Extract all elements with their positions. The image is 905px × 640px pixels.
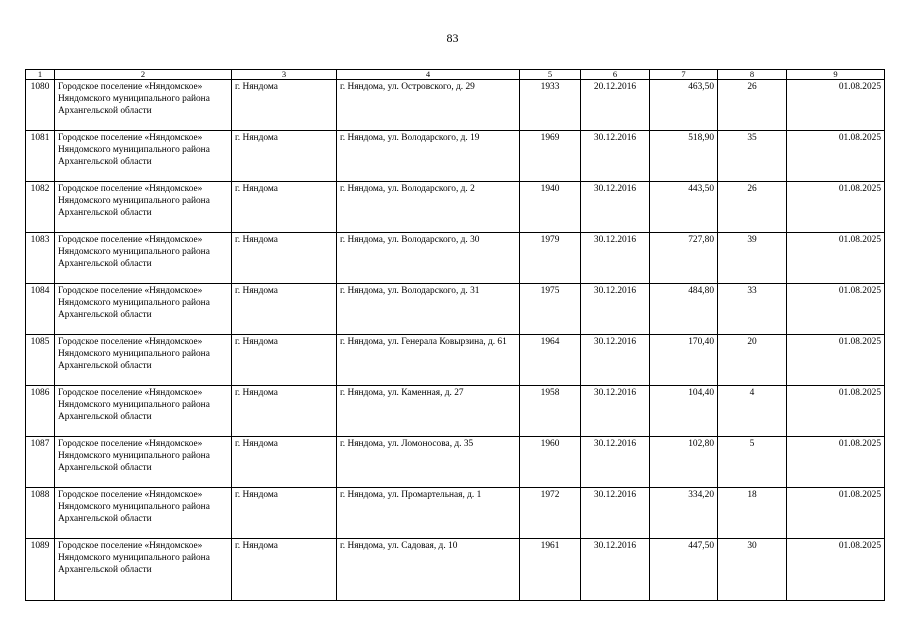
residents-cell: 33: [718, 284, 787, 335]
residents-cell: 20: [718, 335, 787, 386]
row-number-cell: 1080: [26, 80, 55, 131]
residents-cell: 30: [718, 539, 787, 601]
address-cell: г. Няндома, ул. Володарского, д. 30: [337, 233, 520, 284]
date-cell: 30.12.2016: [581, 335, 650, 386]
municipality-cell: Городское поселение «Няндомское» Няндомского муниципального района Архангельской области: [55, 488, 232, 539]
date-cell: 30.12.2016: [581, 539, 650, 601]
municipality-cell: Городское поселение «Няндомское» Няндомского муниципального района Архангельской области: [55, 386, 232, 437]
deadline-cell: 01.08.2025: [787, 488, 885, 539]
deadline-cell: 01.08.2025: [787, 131, 885, 182]
row-number-cell: 1082: [26, 182, 55, 233]
locality-cell: г. Няндома: [232, 335, 337, 386]
address-cell: г. Няндома, ул. Генерала Ковырзина, д. 61: [337, 335, 520, 386]
row-number-cell: 1087: [26, 437, 55, 488]
locality-cell: г. Няндома: [232, 131, 337, 182]
area-cell: 102,80: [650, 437, 718, 488]
residents-cell: 39: [718, 233, 787, 284]
area-cell: 727,80: [650, 233, 718, 284]
date-cell: 20.12.2016: [581, 80, 650, 131]
municipality-cell: Городское поселение «Няндомское» Няндомского муниципального района Архангельской области: [55, 284, 232, 335]
date-cell: 30.12.2016: [581, 284, 650, 335]
table-row: [26, 131, 885, 182]
area-cell: 518,90: [650, 131, 718, 182]
residents-cell: 35: [718, 131, 787, 182]
year-cell: 1933: [520, 80, 581, 131]
date-cell: 30.12.2016: [581, 233, 650, 284]
column-number: 8: [718, 70, 787, 80]
column-number: 9: [787, 70, 885, 80]
locality-cell: г. Няндома: [232, 488, 337, 539]
deadline-cell: 01.08.2025: [787, 284, 885, 335]
row-number-cell: 1088: [26, 488, 55, 539]
address-cell: г. Няндома, ул. Промартельная, д. 1: [337, 488, 520, 539]
area-cell: 170,40: [650, 335, 718, 386]
municipality-cell: Городское поселение «Няндомское» Няндомского муниципального района Архангельской области: [55, 80, 232, 131]
locality-cell: г. Няндома: [232, 437, 337, 488]
table-row: [26, 284, 885, 335]
page-number: 83: [446, 31, 459, 45]
address-cell: г. Няндома, ул. Каменная, д. 27: [337, 386, 520, 437]
table-row: [26, 335, 885, 386]
locality-cell: г. Няндома: [232, 182, 337, 233]
table-row: [26, 80, 885, 131]
address-cell: г. Няндома, ул. Володарского, д. 2: [337, 182, 520, 233]
year-cell: 1961: [520, 539, 581, 601]
municipality-cell: Городское поселение «Няндомское» Няндомского муниципального района Архангельской области: [55, 437, 232, 488]
year-cell: 1972: [520, 488, 581, 539]
deadline-cell: 01.08.2025: [787, 335, 885, 386]
address-cell: г. Няндома, ул. Островского, д. 29: [337, 80, 520, 131]
row-number-cell: 1086: [26, 386, 55, 437]
area-cell: 463,50: [650, 80, 718, 131]
row-number-cell: 1084: [26, 284, 55, 335]
year-cell: 1964: [520, 335, 581, 386]
row-number-cell: 1081: [26, 131, 55, 182]
locality-cell: г. Няндома: [232, 233, 337, 284]
area-cell: 484,80: [650, 284, 718, 335]
table-row: [26, 488, 885, 539]
municipality-cell: Городское поселение «Няндомское» Няндомского муниципального района Архангельской области: [55, 335, 232, 386]
deadline-cell: 01.08.2025: [787, 233, 885, 284]
column-number: 5: [520, 70, 581, 80]
column-number: 6: [581, 70, 650, 80]
year-cell: 1958: [520, 386, 581, 437]
column-number: 7: [650, 70, 718, 80]
date-cell: 30.12.2016: [581, 437, 650, 488]
column-number: 1: [26, 70, 55, 80]
row-number-cell: 1089: [26, 539, 55, 601]
residents-cell: 4: [718, 386, 787, 437]
table-body: [26, 70, 885, 601]
table-row: [26, 539, 885, 601]
date-cell: 30.12.2016: [581, 131, 650, 182]
year-cell: 1960: [520, 437, 581, 488]
address-cell: г. Няндома, ул. Ломоносова, д. 35: [337, 437, 520, 488]
area-cell: 334,20: [650, 488, 718, 539]
residents-cell: 5: [718, 437, 787, 488]
column-number-row: [26, 70, 885, 80]
deadline-cell: 01.08.2025: [787, 80, 885, 131]
municipality-cell: Городское поселение «Няндомское» Няндомского муниципального района Архангельской области: [55, 539, 232, 601]
year-cell: 1940: [520, 182, 581, 233]
year-cell: 1969: [520, 131, 581, 182]
table-row: [26, 182, 885, 233]
date-cell: 30.12.2016: [581, 182, 650, 233]
municipality-cell: Городское поселение «Няндомское» Няндомского муниципального района Архангельской области: [55, 233, 232, 284]
column-number: 4: [337, 70, 520, 80]
table-row: [26, 386, 885, 437]
area-cell: 104,40: [650, 386, 718, 437]
deadline-cell: 01.08.2025: [787, 539, 885, 601]
year-cell: 1975: [520, 284, 581, 335]
date-cell: 30.12.2016: [581, 386, 650, 437]
residents-cell: 26: [718, 80, 787, 131]
residents-cell: 26: [718, 182, 787, 233]
area-cell: 443,50: [650, 182, 718, 233]
address-cell: г. Няндома, ул. Володарского, д. 31: [337, 284, 520, 335]
address-cell: г. Няндома, ул. Садовая, д. 10: [337, 539, 520, 601]
column-number: 3: [232, 70, 337, 80]
column-number: 2: [55, 70, 232, 80]
address-cell: г. Няндома, ул. Володарского, д. 19: [337, 131, 520, 182]
municipality-cell: Городское поселение «Няндомское» Няндомского муниципального района Архангельской области: [55, 131, 232, 182]
deadline-cell: 01.08.2025: [787, 386, 885, 437]
year-cell: 1979: [520, 233, 581, 284]
deadline-cell: 01.08.2025: [787, 437, 885, 488]
municipality-cell: Городское поселение «Няндомское» Няндомского муниципального района Архангельской области: [55, 182, 232, 233]
row-number-cell: 1085: [26, 335, 55, 386]
registry-table: [25, 69, 885, 601]
table-row: [26, 437, 885, 488]
locality-cell: г. Няндома: [232, 386, 337, 437]
locality-cell: г. Няндома: [232, 80, 337, 131]
area-cell: 447,50: [650, 539, 718, 601]
table-row: [26, 233, 885, 284]
locality-cell: г. Няндома: [232, 284, 337, 335]
locality-cell: г. Няндома: [232, 539, 337, 601]
row-number-cell: 1083: [26, 233, 55, 284]
date-cell: 30.12.2016: [581, 488, 650, 539]
residents-cell: 18: [718, 488, 787, 539]
deadline-cell: 01.08.2025: [787, 182, 885, 233]
